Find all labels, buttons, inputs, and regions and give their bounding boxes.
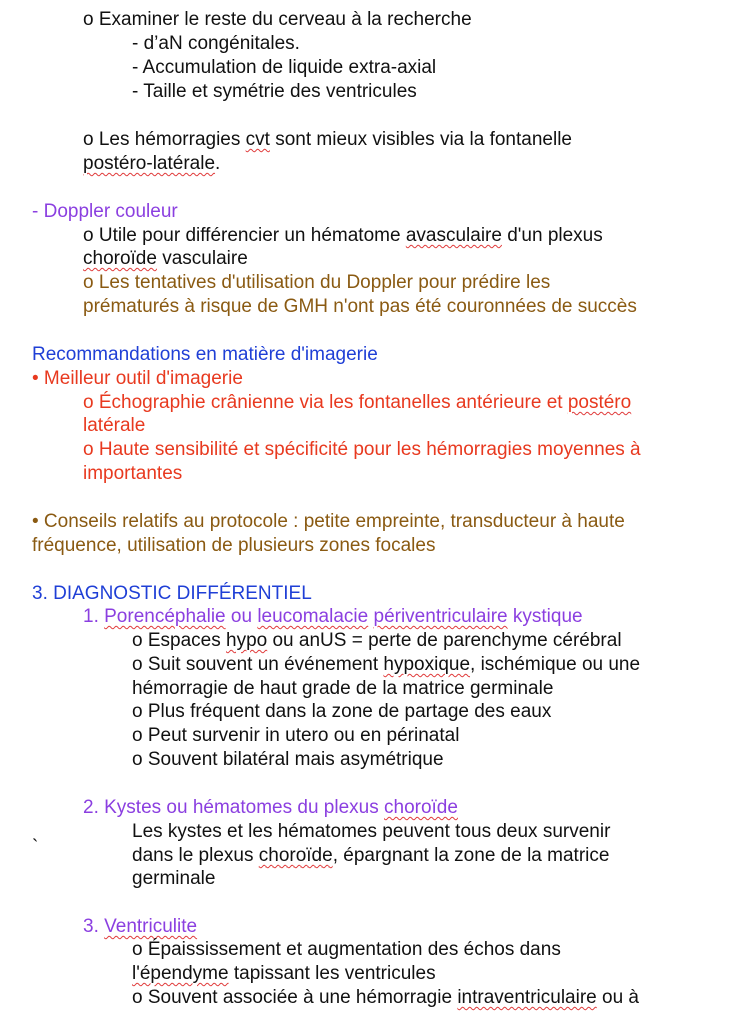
exam-sub-liquid: - Accumulation de liquide extra-axial (132, 57, 437, 78)
spell-choroide-body: choroïde (258, 845, 333, 866)
doppler-item-2-line-1: o Les tentatives d'utilisation du Doppler pour prédire les (83, 272, 551, 293)
diag-s1-bullet-1: o Espaces hypo ou anUS = perte de parenchyme cérébral (132, 630, 622, 651)
diag-s1-bullet-5: o Souvent bilatéral mais asymétrique (132, 749, 444, 770)
spell-postero: postéro (567, 392, 632, 413)
spell-periventriculaire: périventriculaire (373, 606, 508, 627)
spell-intraventriculaire: intraventriculaire (457, 987, 597, 1008)
diag-s1-bullet-4: o Peut survenir in utero ou en périnatal (132, 725, 460, 746)
diag-s2-line-3: germinale (132, 868, 216, 889)
spell-cvt: cvt (245, 129, 270, 150)
exam-item: o Examiner le reste du cerveau à la recherche (83, 9, 472, 30)
spell-ventriculite: Ventriculite (104, 916, 198, 937)
diag-s2-line-1: Les kystes et les hématomes peuvent tous deux survenir (132, 821, 611, 842)
spell-porencephalie: Porencéphalie (104, 606, 226, 627)
reco-heading: Recommandations en matière d'imagerie (32, 344, 378, 365)
spell-ependyme: l'épendyme (132, 963, 229, 984)
cvt-line-2: postéro-latérale. (83, 153, 221, 174)
reco-best-tool: • Meilleur outil d'imagerie (32, 368, 243, 389)
spell-choroide: choroïde (83, 248, 157, 269)
diag-s3-bullet-1-line-1: o Épaississement et augmentation des échos dans (132, 939, 561, 960)
reco-item-1-line-2: latérale (83, 415, 146, 436)
spell-avasculaire: avasculaire (405, 225, 502, 246)
stray-backtick: ` (32, 837, 39, 858)
reco-item-2-line-2: importantes (83, 463, 183, 484)
reco-item-1-line-1: o Échographie crânienne via les fontanelles antérieure et postéro (83, 392, 632, 413)
doppler-item-1-line-2: choroïde vasculaire (83, 248, 248, 269)
diag-heading: 3. DIAGNOSTIC DIFFÉRENTIEL (32, 583, 312, 604)
spell-hypoxique: hypoxique (383, 654, 471, 675)
spell-hypo: hypo (226, 630, 268, 651)
exam-sub-anomalies: - d’aN congénitales. (132, 33, 300, 54)
diag-s1-bullet-3: o Plus fréquent dans la zone de partage des eaux (132, 701, 552, 722)
diag-s1-bullet-2-line-2: hémorragie de haut grade de la matrice germinale (132, 678, 554, 699)
diag-s3-heading: 3. Ventriculite (83, 916, 198, 937)
diag-s3-bullet-1-line-2: l'épendyme tapissant les ventricules (132, 963, 436, 984)
spell-choroide-heading: choroïde (384, 797, 458, 818)
protocol-line-2: fréquence, utilisation de plusieurs zones focales (32, 535, 436, 556)
diag-s2-heading: 2. Kystes ou hématomes du plexus choroïde (83, 797, 458, 818)
protocol-line-1: • Conseils relatifs au protocole : petite empreinte, transducteur à haute (32, 511, 625, 532)
diag-s3-bullet-2: o Souvent associée à une hémorragie intraventriculaire ou à (132, 987, 639, 1008)
cvt-line-1: o Les hémorragies cvt sont mieux visibles via la fontanelle (83, 129, 572, 150)
exam-sub-ventricles: - Taille et symétrie des ventricules (132, 81, 417, 102)
spell-leucomalacie: leucomalacie (257, 606, 369, 627)
diag-s1-heading: 1. Porencéphalie ou leucomalacie périventriculaire kystique (83, 606, 583, 627)
diag-s2-line-2: dans le plexus choroïde, épargnant la zone de la matrice (132, 845, 610, 866)
doppler-item-1-line-1: o Utile pour différencier un hématome avasculaire d'un plexus (83, 225, 603, 246)
diag-s1-bullet-2-line-1: o Suit souvent un événement hypoxique, ischémique ou une (132, 654, 641, 675)
doppler-heading: - Doppler couleur (32, 201, 178, 222)
reco-item-2-line-1: o Haute sensibilité et spécificité pour les hémorragies moyennes à (83, 439, 641, 460)
doppler-item-2-line-2: prématurés à risque de GMH n'ont pas été couronnées de succès (83, 296, 637, 317)
spell-postero-laterale: postéro-latérale (83, 153, 216, 174)
